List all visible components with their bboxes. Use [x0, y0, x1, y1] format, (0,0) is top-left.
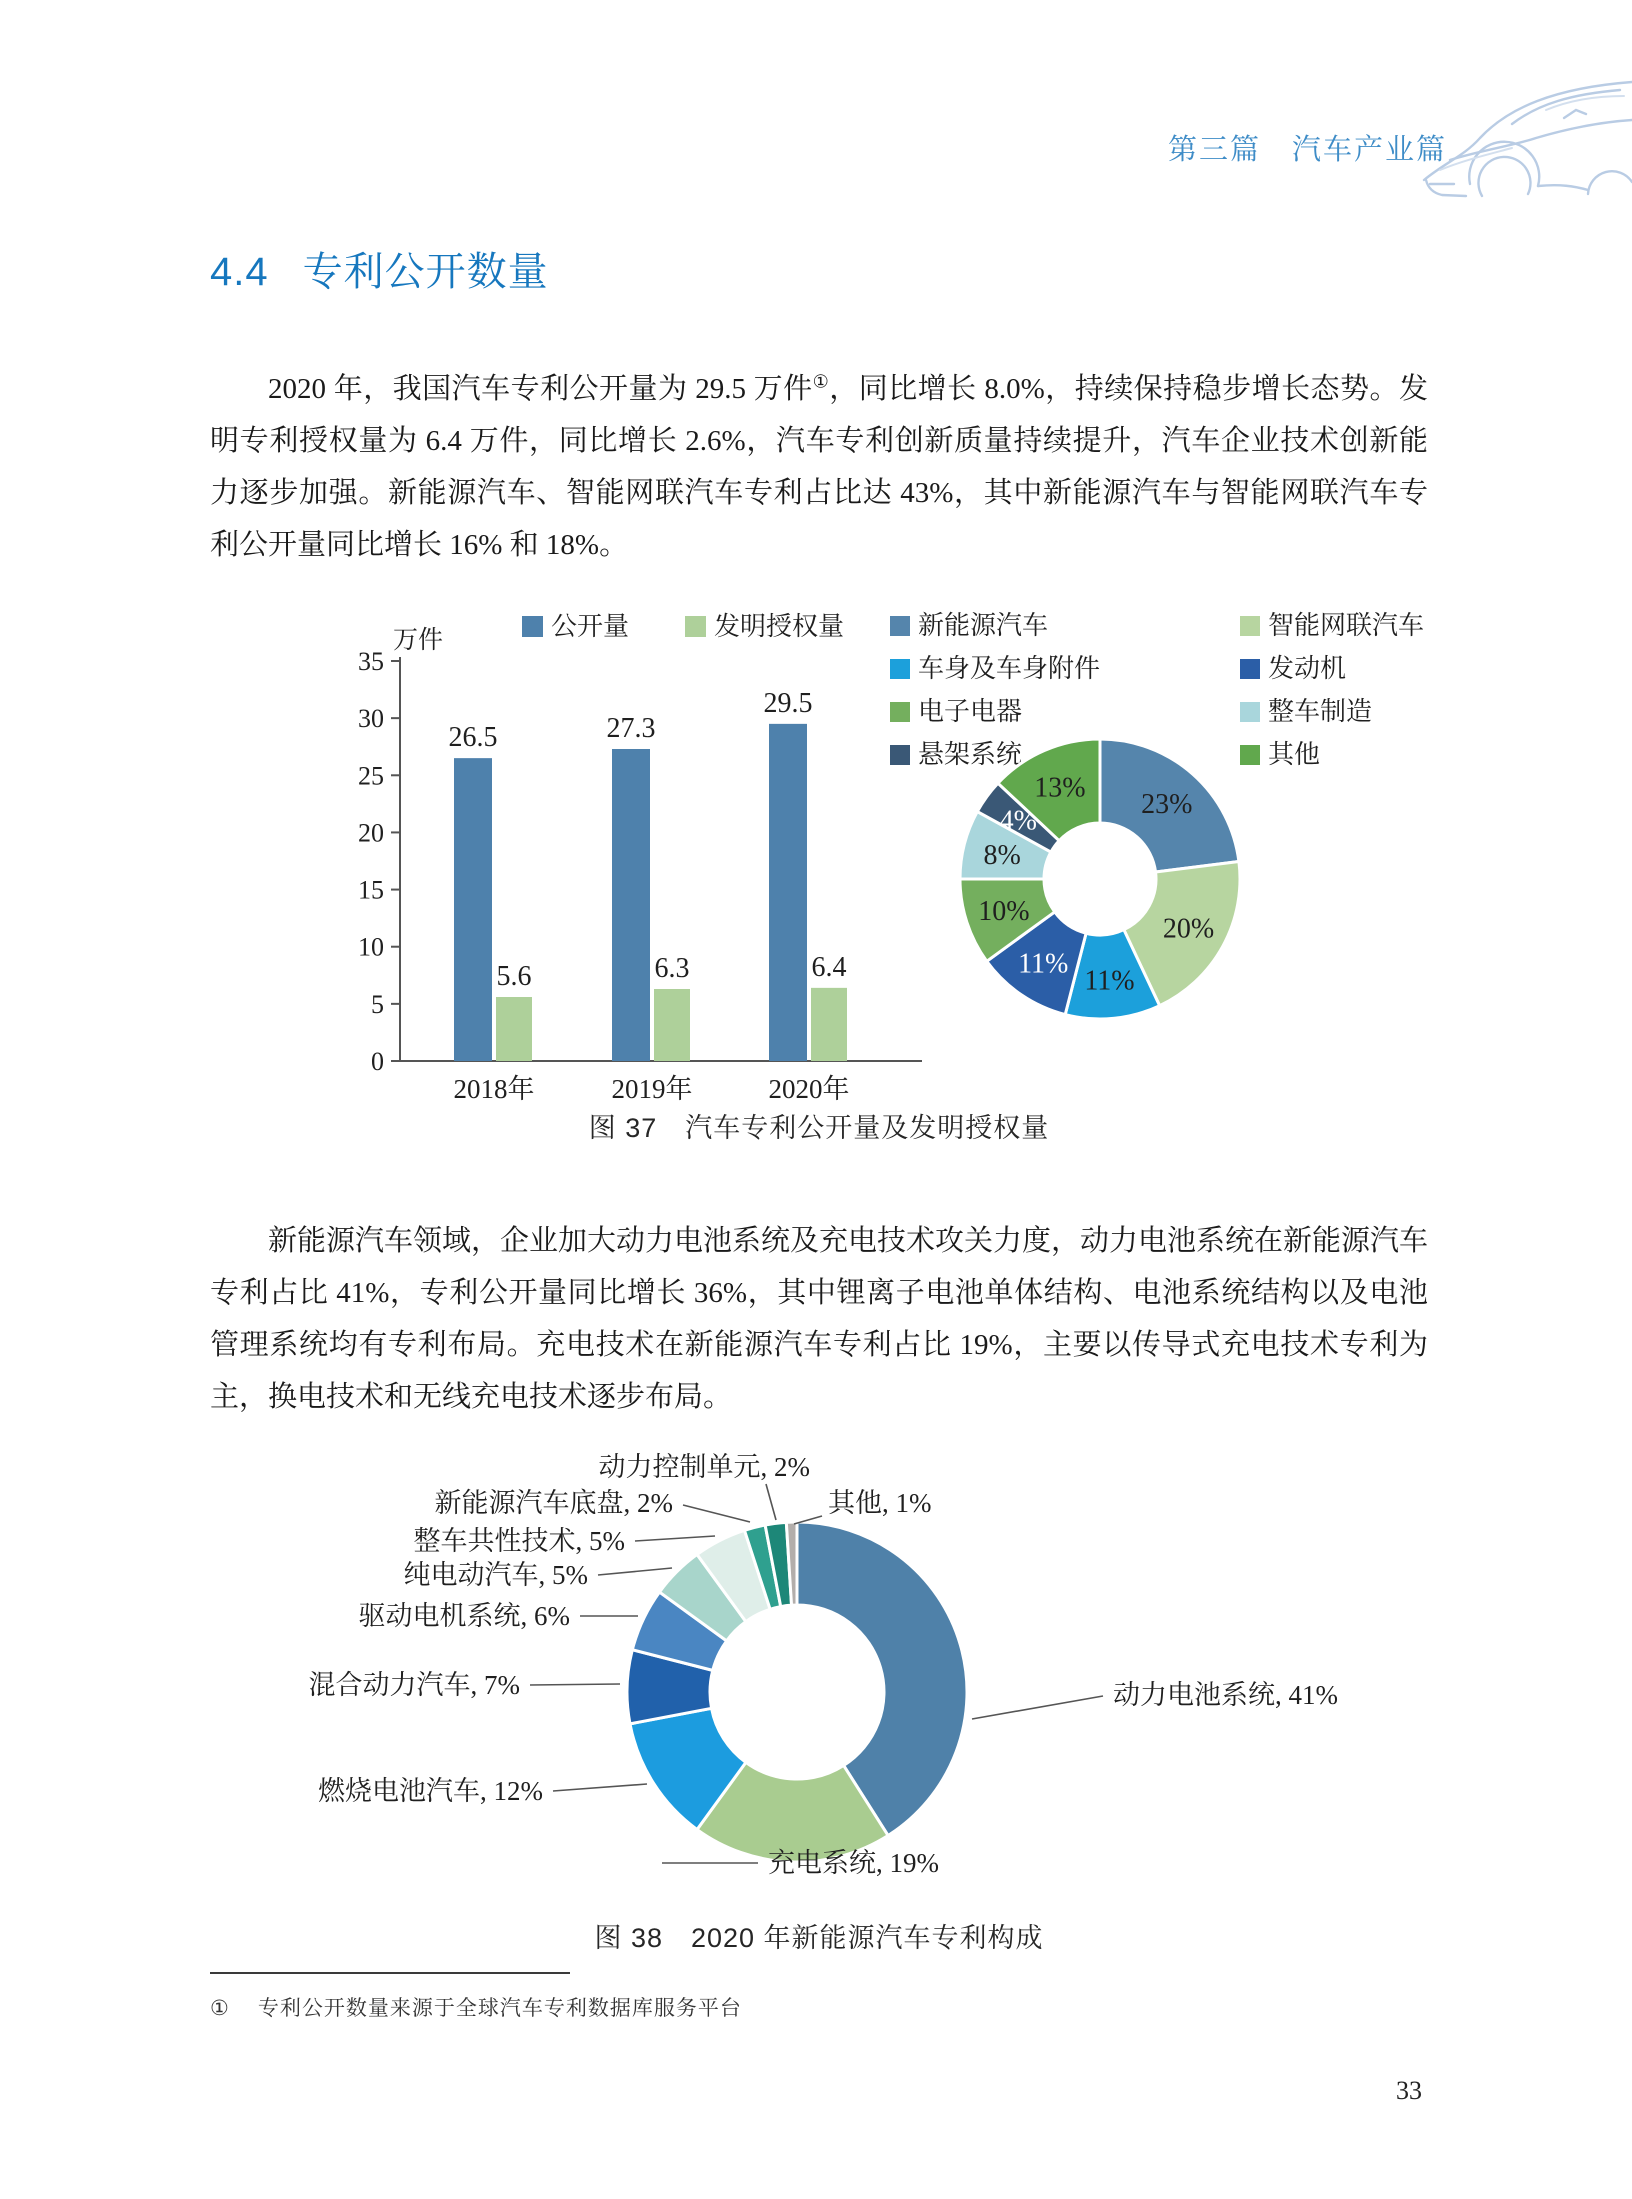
section-title-text: 专利公开数量	[302, 250, 549, 294]
bar-公开量	[769, 724, 807, 1061]
paragraph-1-text-cont: ，同比增长 8.0%，持续保持稳步增长态势。发明专利授权量为 6.4 万件，同比增长 2.6%，汽车专利创新质量持续提升，汽车企业技术创新能力逐步加强。新能源汽车、智能网联汽车专利占比达 43%，其中新能源汽车与智能网联汽车专利公开量同比增长 16% 和 18%。	[210, 373, 1428, 561]
y-tick-label: 35	[358, 647, 384, 676]
bar-value-label: 6.4	[811, 951, 847, 983]
bar-发明授权量	[811, 988, 847, 1061]
legend-swatch	[890, 702, 910, 722]
legend-swatch	[1240, 745, 1260, 765]
x-category-label: 2018年	[453, 1074, 535, 1104]
footnote-separator	[210, 1972, 570, 1974]
legend-label: 其他	[1268, 740, 1321, 769]
x-category-label: 2020年	[768, 1074, 850, 1104]
legend-label: 整车制造	[1268, 697, 1373, 726]
y-axis-unit-label: 万件	[393, 627, 444, 654]
legend-label: 车身及车身附件	[918, 654, 1101, 683]
legend-label: 发动机	[1268, 654, 1347, 683]
bar-value-label: 29.5	[763, 687, 813, 719]
legend-label: 智能网联汽车	[1268, 611, 1425, 640]
donut-slice-label: 11%	[1018, 948, 1069, 980]
donut-slice-label: 23%	[1141, 789, 1193, 821]
bar-发明授权量	[496, 997, 532, 1061]
y-tick-label: 10	[358, 932, 384, 962]
label-leader-line	[598, 1568, 672, 1575]
bar-公开量	[612, 749, 650, 1061]
donut-slice-label: 10%	[978, 896, 1030, 928]
legend-swatch	[890, 659, 910, 679]
section-heading	[210, 240, 549, 297]
figure38-caption: 图 38 2020 年新能源汽车专利构成	[594, 1923, 1044, 1953]
figure37-bar-and-donut-chart	[210, 596, 1428, 1116]
donut-outside-label: 纯电动汽车, 5%	[403, 1560, 588, 1590]
page-header-section-title: 第三篇 汽车产业篇	[1167, 134, 1447, 166]
label-leader-line	[553, 1784, 647, 1791]
label-leader-line	[635, 1536, 715, 1541]
footnote	[210, 1992, 1428, 2022]
figure38-donut-chart	[210, 1432, 1428, 1900]
bar-value-label: 5.6	[496, 961, 532, 992]
label-leader-line	[766, 1484, 776, 1520]
label-leader-line	[683, 1505, 750, 1522]
footnote-text: 专利公开数量来源于全球汽车专利数据库服务平台	[257, 1996, 742, 2020]
figure37-caption: 图 37 汽车专利公开量及发明授权量	[588, 1113, 1050, 1143]
y-tick-label: 0	[371, 1047, 384, 1076]
legend-label: 发明授权量	[714, 612, 845, 641]
page-number: 33	[1396, 2076, 1422, 2105]
donut-slice-label: 20%	[1162, 913, 1215, 945]
car-sketch-icon	[1420, 62, 1632, 214]
bar-value-label: 6.3	[654, 953, 690, 984]
donut-outside-label: 充电系统, 19%	[768, 1848, 939, 1878]
donut-outside-label: 动力电池系统, 41%	[1113, 1680, 1338, 1710]
legend-swatch	[522, 616, 543, 637]
donut-outside-label: 混合动力汽车, 7%	[308, 1670, 520, 1700]
legend-swatch	[1240, 659, 1260, 679]
x-category-label: 2019年	[611, 1074, 693, 1104]
y-tick-label: 15	[358, 875, 384, 905]
bar-发明授权量	[654, 989, 690, 1061]
bar-公开量	[454, 758, 492, 1061]
donut-outside-label: 驱动电机系统, 6%	[358, 1601, 570, 1631]
donut-slice-label: 4%	[999, 805, 1037, 837]
legend-swatch	[1240, 616, 1260, 636]
legend-label: 公开量	[551, 612, 630, 641]
legend-swatch	[685, 616, 706, 637]
legend-swatch	[890, 745, 910, 765]
donut-slice-label: 13%	[1034, 772, 1086, 804]
y-tick-label: 20	[358, 818, 384, 848]
donut-outside-label: 动力控制单元, 2%	[598, 1452, 810, 1482]
legend-label: 电子电器	[918, 697, 1023, 726]
donut-outside-label: 燃烧电池汽车, 12%	[318, 1776, 543, 1806]
donut-outside-label: 其他, 1%	[828, 1488, 932, 1518]
label-leader-line	[530, 1684, 620, 1685]
y-tick-label: 30	[358, 704, 384, 734]
bar-value-label: 27.3	[606, 713, 656, 744]
y-tick-label: 25	[358, 761, 384, 791]
donut-slice-label: 8%	[983, 839, 1021, 871]
donut-outside-label: 新能源汽车底盘, 2%	[434, 1488, 673, 1518]
label-leader-line	[972, 1696, 1103, 1719]
section-number: 4.4	[210, 250, 269, 294]
donut-slice-label: 11%	[1084, 965, 1135, 997]
legend-label: 悬架系统	[918, 740, 1023, 769]
footnote-reference-mark: ①	[812, 371, 830, 392]
legend-swatch	[890, 616, 910, 636]
footnote-marker: ①	[210, 1996, 230, 2020]
paragraph-1-text: 2020 年，我国汽车专利公开量为 29.5 万件	[268, 373, 813, 405]
bar-value-label: 26.5	[448, 722, 498, 754]
donut-outside-label: 整车共性技术, 5%	[413, 1526, 625, 1556]
paragraph-2: 新能源汽车领域，企业加大动力电池系统及充电技术攻关力度，动力电池系统在新能源汽车专利占比 41%，专利公开量同比增长 36%，其中锂离子电池单体结构、电池系统结构以及电池管理系统均有专利布局。充电技术在新能源汽车专利占比 19%，主要以传导式充电技术专利为主，换电技术和无线充电技术逐步布局。	[210, 1225, 1429, 1413]
paragraph-1	[210, 363, 1428, 571]
y-tick-label: 5	[371, 989, 384, 1019]
legend-label: 新能源汽车	[918, 611, 1049, 640]
legend-swatch	[1240, 702, 1260, 722]
